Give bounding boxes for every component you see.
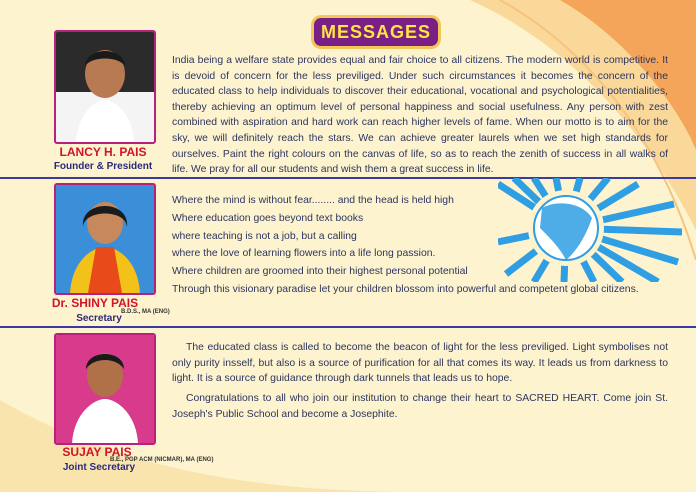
message-paragraph: Congratulations to all who join our institution to change their heart to SACRED HEART. Come join St. Joseph's Public School and become a Josephite. — [172, 393, 668, 420]
section-divider — [0, 326, 696, 328]
person-silhouette-icon — [56, 185, 154, 293]
verse-line: Where the mind is without fear........ and the head is held high — [172, 195, 454, 206]
message-paragraph: The educated class is called to become the beacon of light for the less previliged. Light symbolises not only purity insself, but also is a source of purification for all that comes its way. It leads us from darkness to light. It is a source of guidance through dark tunnels that leads us to hope. — [172, 342, 668, 385]
person-name: SUJAY PAIS — [62, 445, 132, 459]
portrait-lancy-pais — [54, 30, 156, 144]
person-qualification: B.E., PGP ACM (NICMAR), MA (ENG) — [110, 457, 214, 463]
verse-line: Through this visionary paradise let your children blossom into powerful and competent global citizens. — [172, 284, 639, 295]
verse-line: where the love of learning flowers into a life long passion. — [172, 248, 436, 259]
message-paragraph: India being a welfare state provides equal and fair choice to all citizens. The modern world is competitive. It is devoid of concern for the less previliged. Under such circumstances it becomes the concern of the educated class to help individuals to discover their educational, vocational and psychological potentialities, thereby achieving an optimum level of personal happiness and social usefulness. Any person with zest combined with aspiration and hard work can reach higher levels of fame. When our motto is to aim for the sky, we will definitely reach the stars. We can achieve greater laurels when we set high standards for ourselves. Paint the right colours on the canvas of life, so as to reach the zenith of success in all walks of life. We pray for all our students and wish them a great success in life. — [172, 55, 668, 176]
person-name: Dr. SHINY PAIS — [51, 296, 139, 310]
portrait-sujay-pais — [54, 333, 156, 445]
messages-title-badge — [314, 18, 438, 46]
person-silhouette-icon — [56, 32, 154, 142]
person-name: LANCY H. PAIS — [59, 145, 147, 159]
verse-line: where teaching is not a job, but a calling — [172, 231, 357, 242]
person-silhouette-icon — [56, 335, 154, 443]
person-qualification: B.D.S., MA (ENG) — [121, 309, 170, 315]
portrait-shiny-pais — [54, 183, 156, 295]
person-role: Founder & President — [53, 161, 153, 172]
person-role: Joint Secretary — [62, 462, 136, 473]
verse-line: Where education goes beyond text books — [172, 213, 364, 224]
verse-line: Where children are groomed into their highest personal potential — [172, 266, 468, 277]
person-role: Secretary — [76, 313, 122, 324]
sunburst-emblem-icon — [498, 178, 682, 282]
page-title: MESSAGES — [320, 22, 432, 42]
